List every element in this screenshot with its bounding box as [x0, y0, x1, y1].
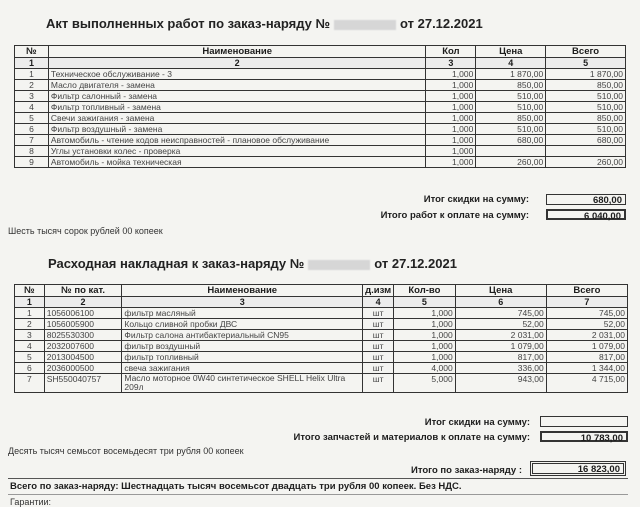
table-cell: фильтр масляный — [122, 308, 363, 319]
redacted-order-number — [334, 20, 396, 30]
table-cell: 680,00 — [476, 135, 546, 146]
act-title-prefix: Акт выполненных работ по заказ-наряду № — [46, 16, 331, 31]
table-row — [15, 157, 626, 168]
act-index-row — [15, 58, 626, 69]
summary-value: 16 823,00 — [532, 463, 624, 474]
table-row — [15, 330, 628, 341]
table-row — [15, 308, 628, 319]
table-cell: 1,000 — [426, 146, 476, 157]
table-cell: Автомобиль - чтение кодов неисправностей - плановое обслуживание — [48, 135, 426, 146]
table-cell: 4 — [15, 102, 49, 113]
summary-divider — [8, 478, 628, 479]
table-cell: 4 715,00 — [546, 374, 627, 393]
table-cell: 1056006100 — [44, 308, 122, 319]
table-cell: 1,000 — [426, 69, 476, 80]
table-cell: 745,00 — [455, 308, 546, 319]
table-cell: 2 — [15, 80, 49, 91]
table-cell — [476, 146, 546, 157]
table-cell: 745,00 — [546, 308, 627, 319]
column-header: 4 — [476, 58, 546, 69]
table-cell: SH550040757 — [44, 374, 122, 393]
invoice-total-label: Итого запчастей и материалов к оплате на сумму: — [293, 432, 530, 443]
table-cell: шт — [363, 341, 394, 352]
column-header: 5 — [394, 297, 456, 308]
table-row — [15, 341, 628, 352]
table-cell: Техническое обслуживание - 3 — [48, 69, 426, 80]
table-cell: 7 — [15, 135, 49, 146]
table-cell: 1 870,00 — [476, 69, 546, 80]
table-cell: 8 — [15, 146, 49, 157]
guarantee-label: Гарантии: — [10, 497, 52, 507]
act-discount-label: Итог скидки на сумму: — [423, 194, 529, 205]
table-cell: 510,00 — [476, 91, 546, 102]
column-header: Всего — [546, 285, 627, 297]
redacted-order-number-2 — [308, 260, 370, 270]
act-title-date: от 27.12.2021 — [400, 16, 483, 31]
table-cell: 2 031,00 — [546, 330, 627, 341]
table-cell: 2013004500 — [44, 352, 122, 363]
table-cell: Фильтр воздушный - замена — [48, 124, 426, 135]
table-cell: 510,00 — [476, 102, 546, 113]
table-cell: Масло моторное 0W40 синтетическое SHELL Helix Ultra 209л — [122, 374, 363, 393]
column-header: 3 — [426, 58, 476, 69]
table-cell: 1,000 — [426, 157, 476, 168]
table-cell: 1 079,00 — [546, 341, 627, 352]
table-cell: 850,00 — [546, 80, 626, 91]
invoice-discount-value — [540, 416, 628, 427]
table-row — [15, 102, 626, 113]
table-cell: 1 — [15, 308, 45, 319]
column-header: 7 — [546, 297, 627, 308]
column-header: Наименование — [48, 46, 426, 58]
table-cell: 1,000 — [426, 124, 476, 135]
column-header: Наименование — [122, 285, 363, 297]
column-header: 6 — [455, 297, 546, 308]
table-cell — [546, 146, 626, 157]
act-discount-value: 680,00 — [546, 194, 626, 205]
table-cell: 1,000 — [426, 91, 476, 102]
table-cell: 1 — [15, 69, 49, 80]
table-cell: Масло двигателя - замена — [48, 80, 426, 91]
column-header: 4 — [363, 297, 394, 308]
table-cell: Автомобиль - мойка техническая — [48, 157, 426, 168]
invoice-index-row — [15, 297, 628, 308]
table-cell: 260,00 — [476, 157, 546, 168]
table-cell: свеча зажигания — [122, 363, 363, 374]
table-cell: шт — [363, 352, 394, 363]
table-cell: 1,000 — [394, 330, 456, 341]
invoice-title-prefix: Расходная накладная к заказ-наряду № — [48, 256, 305, 271]
table-row — [15, 124, 626, 135]
table-cell: 260,00 — [546, 157, 626, 168]
table-row — [15, 80, 626, 91]
column-header: Кол-во — [394, 285, 456, 297]
column-header: Всего — [546, 46, 626, 58]
column-header: 3 — [122, 297, 363, 308]
table-cell: 4,000 — [394, 363, 456, 374]
table-cell: 510,00 — [546, 91, 626, 102]
table-row — [15, 91, 626, 102]
column-header: Кол — [426, 46, 476, 58]
table-cell: 3 — [15, 91, 49, 102]
table-cell: шт — [363, 308, 394, 319]
table-cell: 1,000 — [426, 102, 476, 113]
table-cell: 8025530300 — [44, 330, 122, 341]
table-row — [15, 135, 626, 146]
table-cell: 943,00 — [455, 374, 546, 393]
table-cell: 7 — [15, 374, 45, 393]
column-header: № — [15, 285, 45, 297]
table-cell: 3 — [15, 330, 45, 341]
act-title — [46, 16, 483, 31]
table-cell: фильтр топливный — [122, 352, 363, 363]
invoice-title — [48, 256, 457, 271]
invoice-total-words: Десять тысяч семьсот восемьдесят три рубля 00 копеек — [8, 446, 244, 456]
column-header: № — [15, 46, 49, 58]
table-cell: 1,000 — [426, 135, 476, 146]
invoice-header-row — [15, 285, 628, 297]
table-cell: 850,00 — [476, 80, 546, 91]
table-cell: 1,000 — [394, 319, 456, 330]
invoice-table — [14, 284, 628, 393]
table-cell: 1,000 — [426, 113, 476, 124]
column-header: д.изм — [363, 285, 394, 297]
column-header: № по кат. — [44, 285, 122, 297]
table-cell: 680,00 — [546, 135, 626, 146]
table-cell: 850,00 — [546, 113, 626, 124]
table-cell: 510,00 — [546, 124, 626, 135]
act-table — [14, 45, 626, 168]
table-row — [15, 146, 626, 157]
table-cell: 1,000 — [394, 352, 456, 363]
table-cell: Фильтр топливный - замена — [48, 102, 426, 113]
table-cell: 9 — [15, 157, 49, 168]
table-cell: 5 — [15, 352, 45, 363]
column-header: 2 — [48, 58, 426, 69]
column-header: 1 — [15, 297, 45, 308]
table-row — [15, 69, 626, 80]
table-cell: шт — [363, 363, 394, 374]
table-cell: 5,000 — [394, 374, 456, 393]
invoice-discount-label: Итог скидки на сумму: — [424, 417, 530, 428]
table-cell: 1,000 — [426, 80, 476, 91]
table-cell: 817,00 — [455, 352, 546, 363]
footer-divider — [8, 494, 628, 495]
table-cell: 1,000 — [394, 341, 456, 352]
table-cell: Углы установки колес - проверка — [48, 146, 426, 157]
table-cell: шт — [363, 374, 394, 393]
act-total-label: Итого работ к оплате на сумму: — [380, 210, 529, 221]
summary-words: Всего по заказ-наряду: Шестнадцать тысяч восемьсот двадцать три рубля 00 копеек. Без НДС. — [10, 481, 462, 492]
table-cell: 336,00 — [455, 363, 546, 374]
table-cell: 4 — [15, 341, 45, 352]
table-cell: шт — [363, 330, 394, 341]
table-cell: 1056005900 — [44, 319, 122, 330]
table-row — [15, 319, 628, 330]
table-row — [15, 374, 628, 393]
column-header: 2 — [44, 297, 122, 308]
table-cell: 2032007600 — [44, 341, 122, 352]
act-header-row — [15, 46, 626, 58]
act-total-words: Шесть тысяч сорок рублей 00 копеек — [8, 226, 163, 236]
table-cell: 1 079,00 — [455, 341, 546, 352]
table-cell: 6 — [15, 124, 49, 135]
column-header: 5 — [546, 58, 626, 69]
table-cell: Фильтр салона антибактериальный CN95 — [122, 330, 363, 341]
table-cell: 510,00 — [476, 124, 546, 135]
table-cell: 1 344,00 — [546, 363, 627, 374]
table-cell: фильтр воздушный — [122, 341, 363, 352]
table-cell: 850,00 — [476, 113, 546, 124]
table-cell: 510,00 — [546, 102, 626, 113]
table-row — [15, 363, 628, 374]
table-cell: 1 870,00 — [546, 69, 626, 80]
column-header: 1 — [15, 58, 49, 69]
table-cell: шт — [363, 319, 394, 330]
table-cell: 52,00 — [546, 319, 627, 330]
table-row — [15, 113, 626, 124]
table-cell: 2 — [15, 319, 45, 330]
invoice-total-value: 10 783,00 — [540, 431, 628, 442]
table-cell: 1,000 — [394, 308, 456, 319]
act-total-value: 6 040,00 — [546, 209, 626, 220]
table-cell: 2 031,00 — [455, 330, 546, 341]
column-header: Цена — [455, 285, 546, 297]
column-header: Цена — [476, 46, 546, 58]
invoice-title-date: от 27.12.2021 — [374, 256, 457, 271]
table-cell: 52,00 — [455, 319, 546, 330]
table-cell: 2036000500 — [44, 363, 122, 374]
table-cell: Свечи зажигания - замена — [48, 113, 426, 124]
summary-label: Итого по заказ-наряду : — [410, 465, 522, 476]
table-cell: 6 — [15, 363, 45, 374]
table-row — [15, 352, 628, 363]
table-cell: 5 — [15, 113, 49, 124]
table-cell: Фильтр салонный - замена — [48, 91, 426, 102]
table-cell: Кольцо сливной пробки ДВС — [122, 319, 363, 330]
table-cell: 817,00 — [546, 352, 627, 363]
